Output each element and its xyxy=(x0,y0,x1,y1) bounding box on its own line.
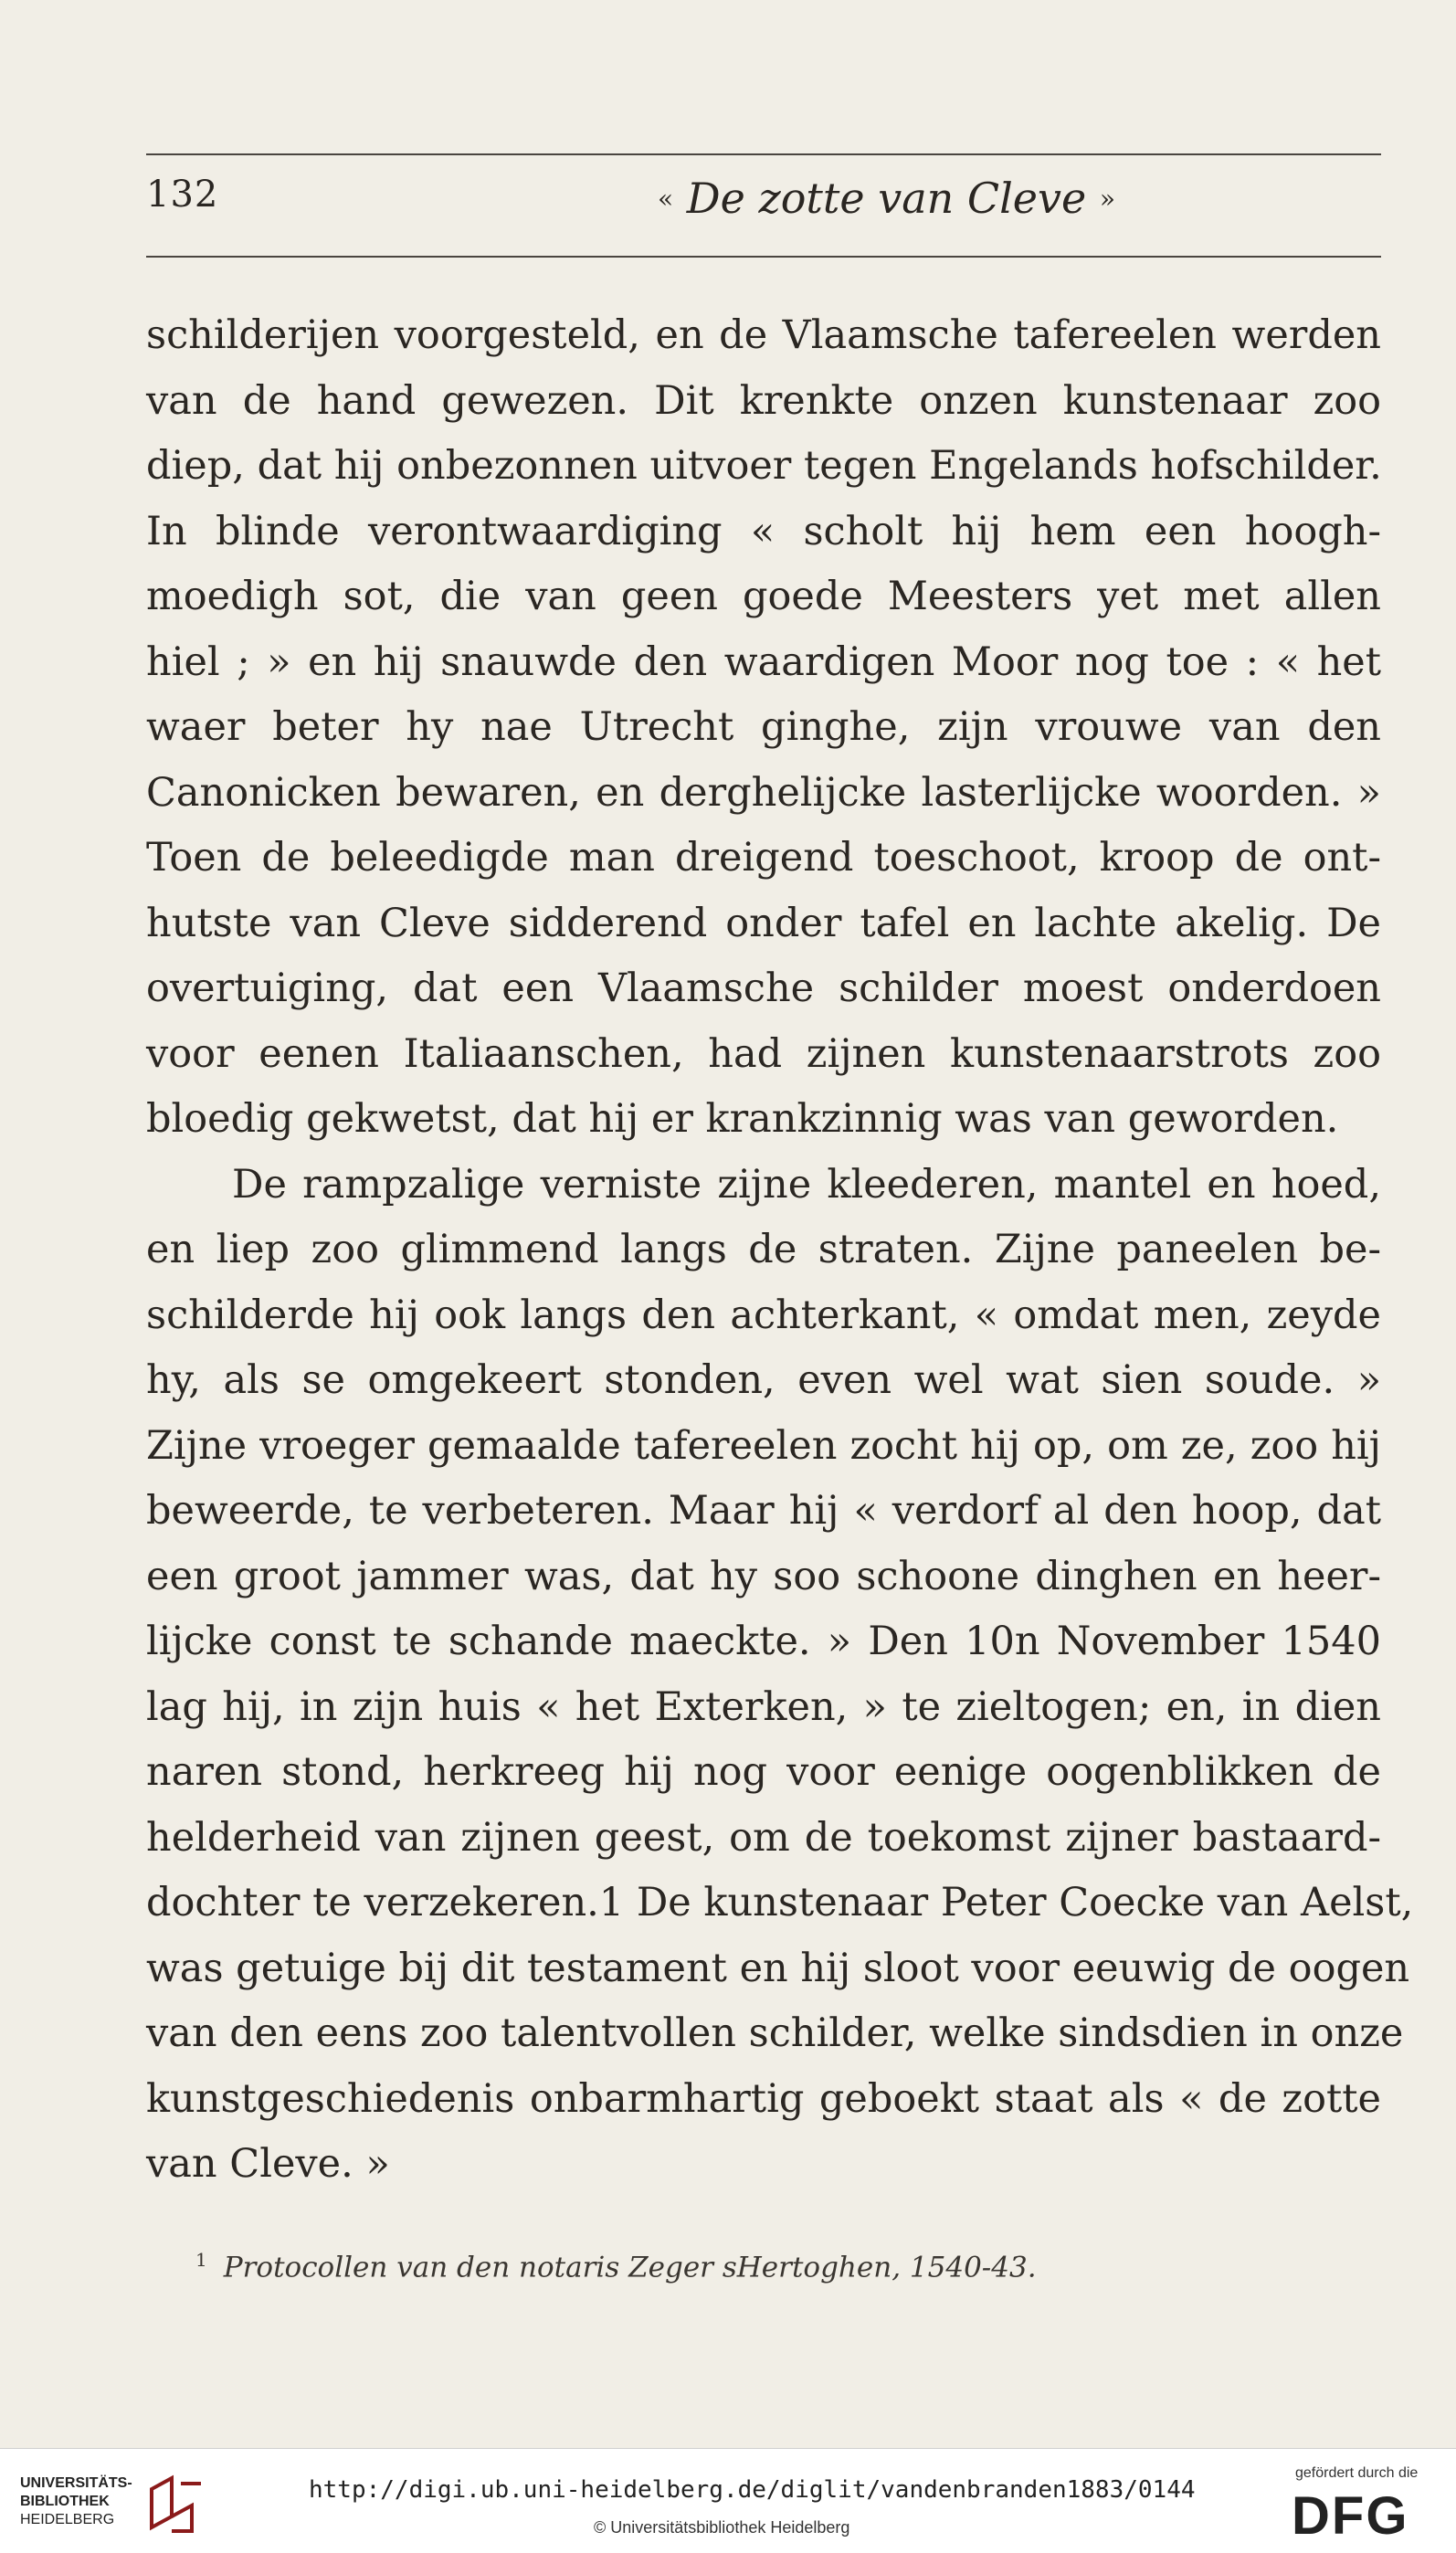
text-line: kunstgeschiedenis onbarmhartig geboekt staat als « de zotte xyxy=(146,2075,1381,2122)
text-line: lijcke const te schande maeckte. » Den 10n November 1540 xyxy=(146,1619,1381,1664)
page-number: 132 xyxy=(146,174,219,216)
text-line: een groot jammer was, dat hy soo schoone dinghen en heer- xyxy=(146,1553,1381,1599)
text-line: hy, als se omgekeert stonden, even wel wat sien soude. » xyxy=(146,1357,1381,1403)
text-line: waer beter hy nae Utrecht ginghe, zijn vrouwe van den xyxy=(146,704,1381,750)
copyright-notice: © Universitätsbibliothek Heidelberg xyxy=(594,2518,850,2537)
viewer-footer xyxy=(0,2448,1456,2553)
text-line: hiel ; » en hij snauwde den waardigen Moor nog toe : « het xyxy=(146,638,1381,685)
permalink-url[interactable]: http://digi.ub.uni-heidelberg.de/diglit/vandenbranden1883/0144 xyxy=(309,2476,1196,2504)
running-title-open-quote: « xyxy=(658,184,674,214)
footnote xyxy=(195,2249,1037,2284)
library-logo-icon xyxy=(144,2473,208,2537)
text-line: en liep zoo glimmend langs de straten. Zijne paneelen be- xyxy=(146,1227,1381,1272)
text-line: lag hij, in zijn huis « het Exterken, » te zieltogen; en, in dien xyxy=(146,1683,1381,1730)
text-line: overtuiging, dat een Vlaamsche schilder moest onderdoen xyxy=(146,965,1381,1011)
text-line: bloedig gekwetst, dat hij er krankzinnig was van geworden. xyxy=(146,1096,1339,1142)
library-name-line: BIBLIOTHEK xyxy=(20,2494,110,2509)
text-line: naren stond, herkreeg hij nog voor eenige oogenblikken de xyxy=(146,1749,1381,1795)
text-line: voor eenen Italiaanschen, had zijnen kunstenaarstrots zoo xyxy=(146,1030,1381,1077)
text-line: De rampzalige verniste zijne kleederen, mantel en hoed, xyxy=(232,1161,1381,1208)
body-text xyxy=(146,303,1414,2198)
text-line: van den eens zoo talentvollen schilder, welke sindsdien in onze xyxy=(146,2010,1404,2056)
text-line: moedigh sot, die van geen goede Meesters yet met allen xyxy=(146,574,1381,619)
running-title xyxy=(658,174,1115,223)
text-line: helderheid van zijnen geest, om de toekomst zijner bastaard- xyxy=(146,1814,1381,1861)
text-line: hutste van Cleve sidderend onder tafel en lachte akelig. De xyxy=(146,900,1381,946)
header-rule-bottom xyxy=(146,256,1381,258)
running-title-text: De zotte van Cleve xyxy=(686,174,1087,223)
text-line: schilderijen voorgesteld, en de Vlaamsche tafereelen werden xyxy=(146,312,1381,358)
text-line: was getuige bij dit testament en hij sloot voor eeuwig de oogen xyxy=(146,1945,1410,1991)
running-title-close-quote: » xyxy=(1099,184,1116,214)
text-line: van Cleve. » xyxy=(146,2141,390,2187)
text-line: Canonicken bewaren, en derghelijcke lasterlijcke woorden. » xyxy=(146,769,1381,816)
footnote-marker: 1 xyxy=(195,2249,207,2271)
funding-label: gefördert durch die xyxy=(1295,2465,1419,2481)
library-name-line: HEIDELBERG xyxy=(20,2512,115,2527)
page-header xyxy=(146,174,1381,228)
library-name-line: UNIVERSITÄTS- xyxy=(20,2475,132,2491)
text-line: Zijne vroeger gemaalde tafereelen zocht hij op, om ze, zoo hij xyxy=(146,1422,1381,1469)
text-line: beweerde, te verbeteren. Maar hij « verdorf al den hoop, dat xyxy=(146,1488,1381,1534)
text-line: diep, dat hij onbezonnen uitvoer tegen Engelands hofschilder. xyxy=(146,443,1382,489)
text-line: Toen de beleedigde man dreigend toeschoot, kroop de ont- xyxy=(146,835,1381,881)
text-line: schilderde hij ook langs den achterkant, « omdat men, zeyde xyxy=(146,1292,1381,1338)
header-rule-top xyxy=(146,153,1381,155)
text-line: In blinde verontwaardiging « scholt hij hem een hoogh- xyxy=(146,508,1381,554)
library-name xyxy=(20,2474,132,2529)
text-line: van de hand gewezen. Dit krenkte onzen kunstenaar zoo xyxy=(146,377,1381,424)
dfg-logo: DFG xyxy=(1292,2486,1409,2546)
footnote-text: Protocollen van den notaris Zeger sHertoghen, 1540-43. xyxy=(223,2251,1037,2284)
text-line: dochter te verzekeren.1 De kunstenaar Peter Coecke van Aelst, xyxy=(146,1880,1414,1925)
